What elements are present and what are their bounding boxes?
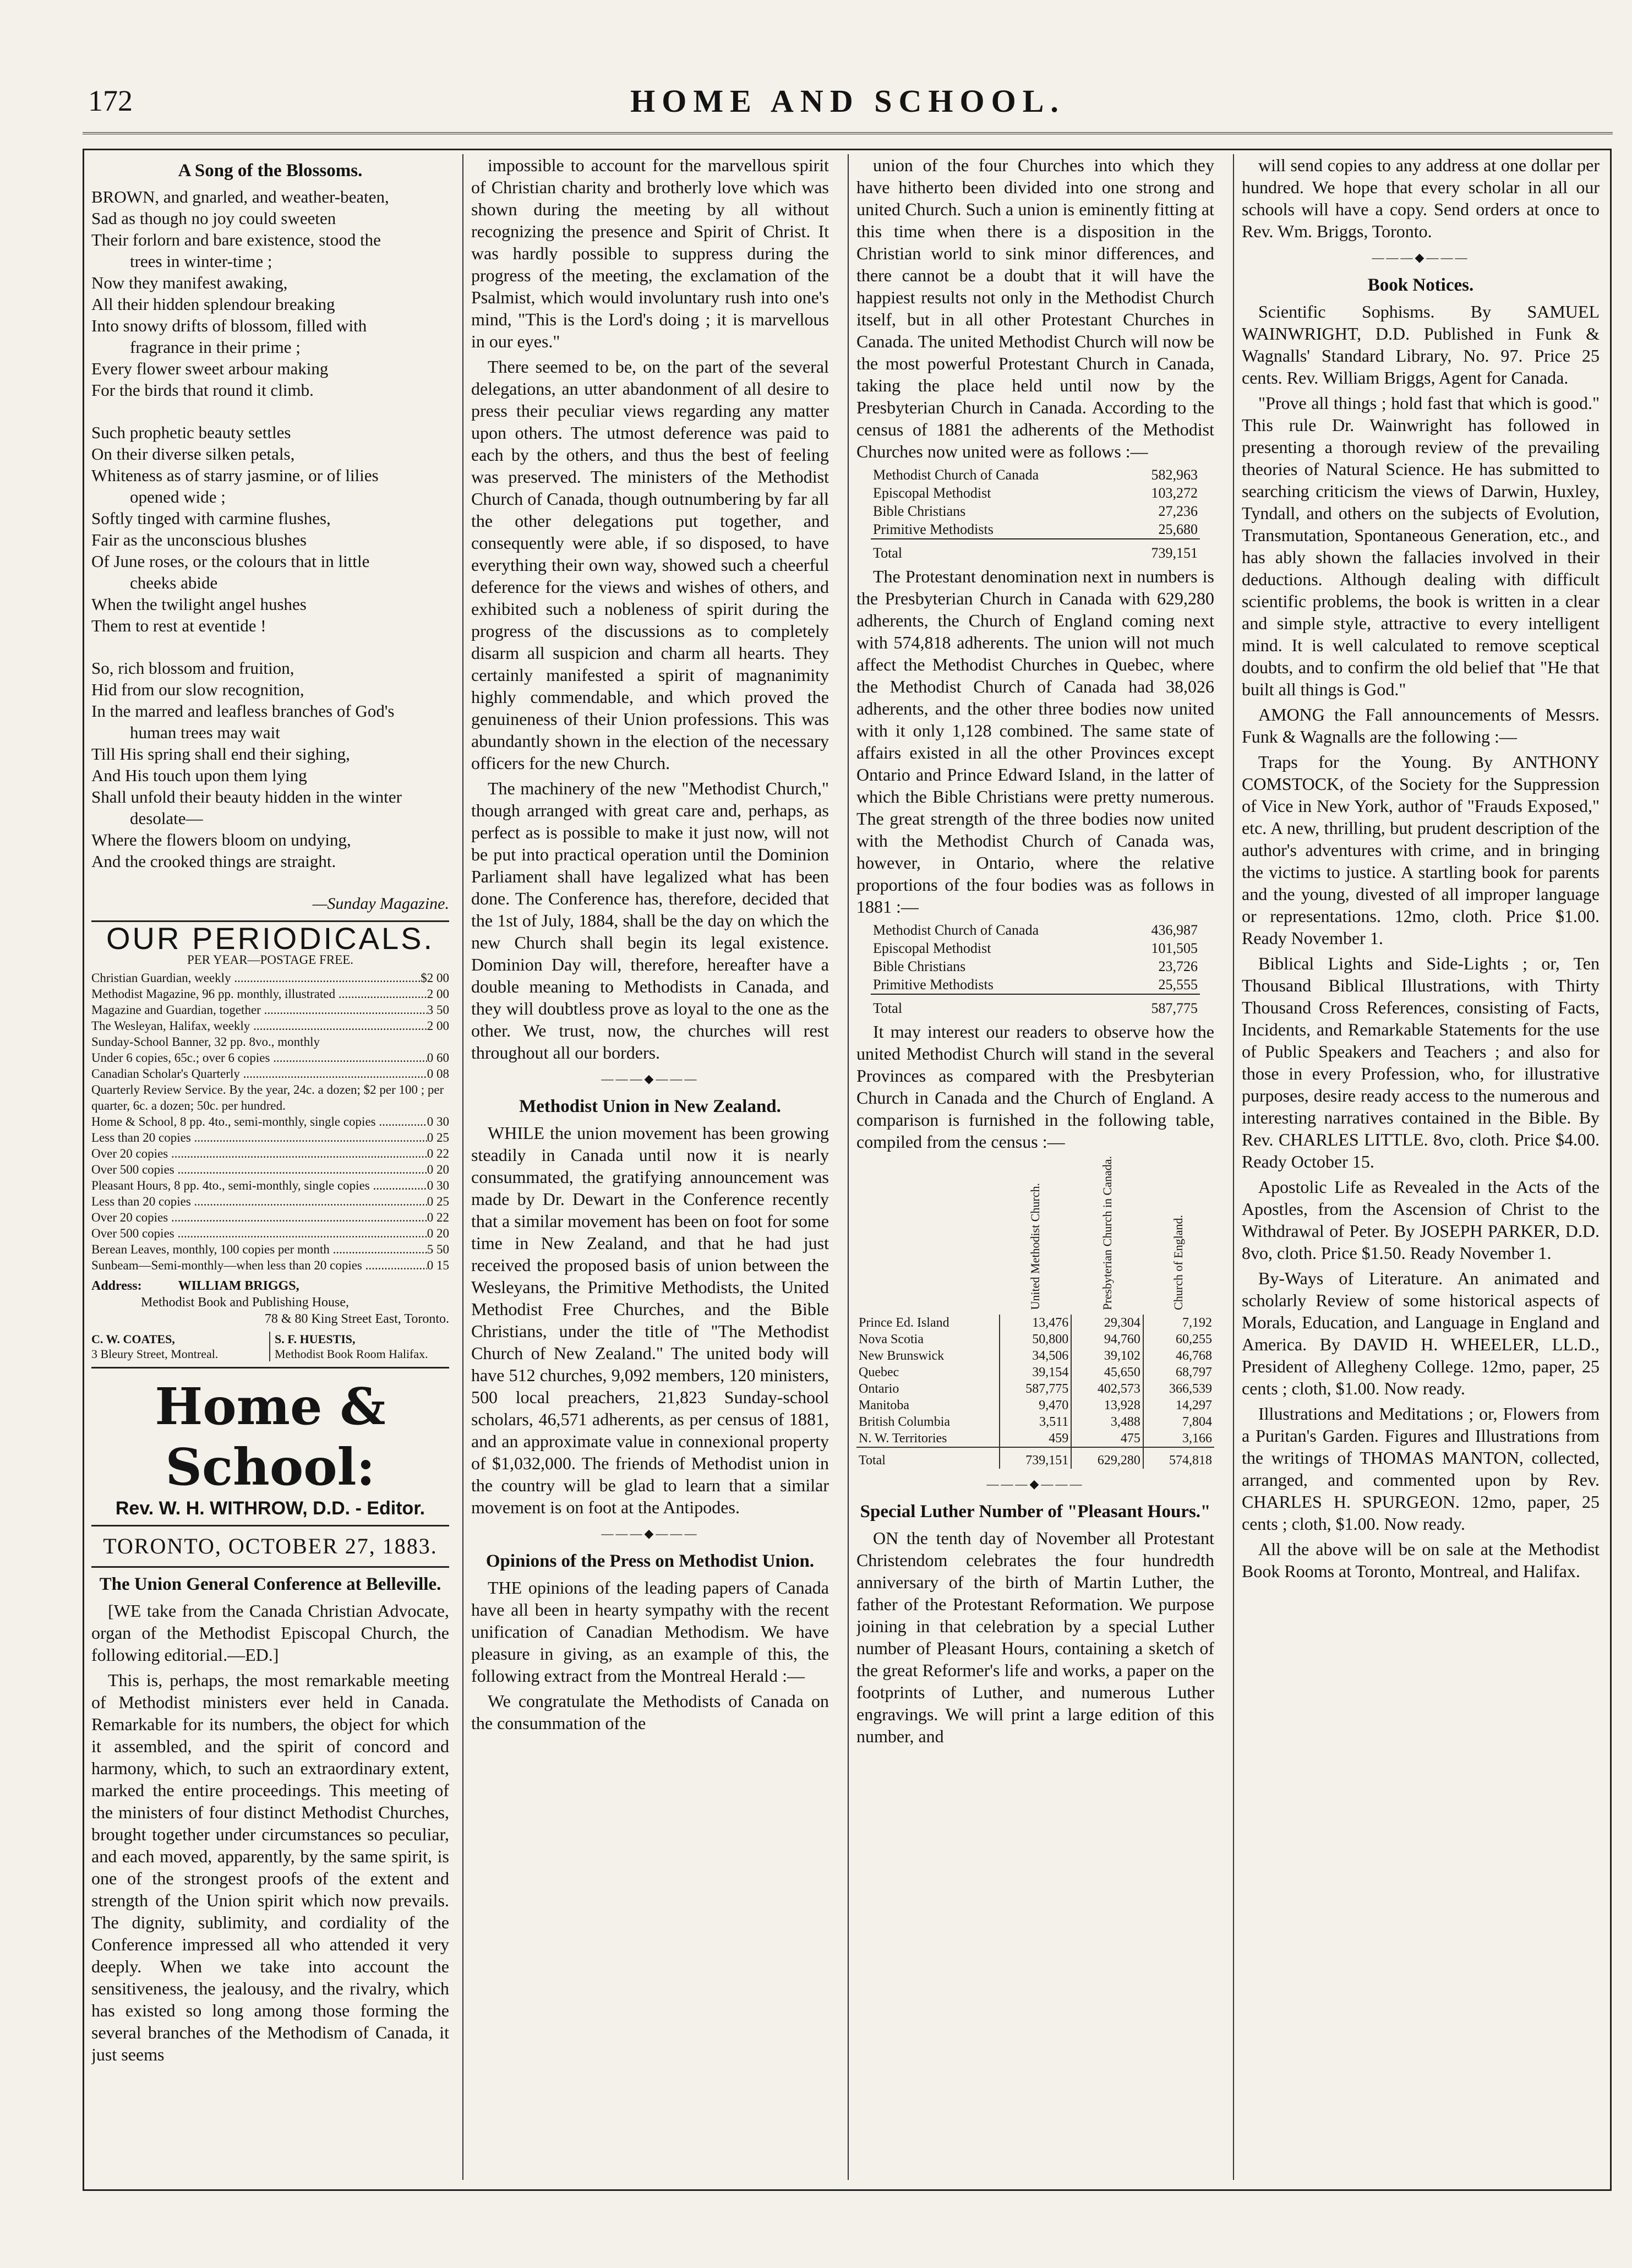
poem-line: opened wide ;: [130, 487, 226, 506]
publication-title: HOME AND SCHOOL.: [630, 83, 1065, 119]
periodical-row: [91, 1002, 449, 1018]
column-3: [856, 154, 1214, 2185]
periodical-price: 0 30: [427, 1179, 449, 1192]
province-name: Quebec: [859, 1365, 899, 1380]
anglican-value: 7,192: [1143, 1315, 1214, 1331]
paragraph: The machinery of the new "Methodist Church," though arranged with great care and, perhaps, as perfect as is possible to make it just now, will not be put into practical operation until the Dominion Parliament shall have legalized what has been done. The Conference has, therefore, decided that the 1st of July, 1884, shall be the day on which the new Church shall begin its legal existence. Dominion Day will, therefore, hereafter have a double meaning to Methodists in Canada, and they will doubtless prove as loyal to the one as the other. We trust, now, the churches will rest throughout all our borders.: [471, 778, 829, 1062]
presbyterian-total: 629,280: [1071, 1447, 1143, 1469]
poem-line: desolate—: [130, 809, 203, 828]
table-total-row: [871, 539, 1200, 562]
paragraph: impossible to account for the marvellous spirit of Christian charity and brotherly love which was shown during the meeting by all without recognizing the presence and Spirit of Christ. It was hardly possible to suppress during the progress of the meeting, the exclamation of the Psalmist, which would involuntary rush into one's mind, "This is the Lord's doing ; it is marvellous in our eyes.": [471, 155, 829, 351]
total-value: 587,775: [1124, 994, 1200, 1017]
poem-line: cheeks abide: [130, 573, 218, 592]
periodical-price: 0 08: [427, 1067, 449, 1081]
paragraph: ON the tenth day of November all Protestant Christendom celebrates the four hundredth anniversary of the birth of Martin Luther, the father of the Protestant Reformation. We purpose joining in that celebration by a special Luther number of Pleasant Hours, containing a sketch of the great Reformer's life and works, a paper on the footprints of Luther, and numerous Luther engravings. We will print a large edition of this number, and: [856, 1528, 1214, 1746]
census-table: [856, 1156, 1214, 1469]
periodical-name: Methodist Magazine, 96 pp. monthly, illustrated .....: [91, 986, 427, 1002]
anglican-value: 68,797: [1143, 1364, 1214, 1381]
presbyterian-value: 39,102: [1071, 1348, 1143, 1364]
poem-line: Sad as though no joy could sweeten: [91, 209, 336, 228]
census-column-header: [1143, 1156, 1214, 1315]
poem-line: Every flower sweet arbour making: [91, 359, 329, 378]
periodical-row: [91, 1066, 449, 1082]
poem-line: Softly tinged with carmine flushes,: [91, 509, 331, 528]
methodist-value: 459: [1000, 1430, 1072, 1447]
poem-line: BROWN, and gnarled, and weather-beaten,: [91, 187, 389, 206]
periodical-name: Over 20 copies .....: [91, 1209, 427, 1225]
article-body: [471, 1577, 829, 1734]
periodical-row: [91, 1241, 449, 1257]
census-column-header: [1000, 1156, 1072, 1315]
poem-line: And His touch upon them lying: [91, 766, 307, 785]
section-divider: [91, 1367, 449, 1369]
column-rule: [848, 154, 849, 2180]
census-header-row: [856, 1156, 1214, 1315]
periodical-row: [91, 986, 449, 1002]
methodist-value: 9,470: [1000, 1397, 1072, 1414]
periodical-price: 0 25: [427, 1195, 449, 1208]
periodical-row: [91, 1225, 449, 1241]
article-body: [856, 1527, 1214, 1747]
presbyterian-value: 475: [1071, 1430, 1143, 1447]
periodical-row: [91, 1018, 449, 1034]
periodical-name: Pleasant Hours, 8 pp. 4to., semi-monthly, single copies .....: [91, 1177, 427, 1193]
anglican-value: 366,539: [1143, 1381, 1214, 1397]
methodist-total: 739,151: [1000, 1447, 1072, 1469]
adherents-value: 436,987: [1151, 922, 1198, 938]
church-name: Primitive Methodists: [873, 521, 994, 537]
table-row: [871, 484, 1200, 502]
province-name: Prince Ed. Island: [859, 1315, 949, 1330]
column-1: [91, 154, 449, 2185]
periodical-price: $2 00: [421, 971, 449, 985]
census-header-label: Church of England.: [1171, 1214, 1186, 1310]
periodical-row: [91, 1177, 449, 1193]
periodical-price: 0 60: [427, 1051, 449, 1065]
periodical-name: Less than 20 copies .....: [91, 1130, 427, 1146]
table-row: [856, 1331, 1214, 1348]
column-rule: [462, 154, 463, 2180]
paragraph: WHILE the union movement has been growing steadily in Canada until now it is nearly consummated, the gratifying announcement was made by Dr. Dewart in the Conference recently that a similar movement has been on foot for some time in New Zealand, and that he had just received the proposed basis of union between the Wesleyans, the Primitive Methodists, the United Methodist Free Churches, and the Bible Christians, under the title of "The Methodist Church of New Zealand." The united body will have 512 churches, 9,092 members, 120 ministers, 500 local preachers, 21,823 Sunday-school scholars, 46,571 adherents, as per census of 1881, and an approximate value in connexional property of $1,032,000. The friends of Methodist union in the country will be glad to learn that a similar movement is on foot at the Antipodes.: [471, 1123, 829, 1517]
adherents-value: 25,680: [1158, 521, 1198, 537]
anglican-value: 60,255: [1143, 1331, 1214, 1348]
church-name: Primitive Methodists: [873, 977, 994, 993]
adherents-value: 582,963: [1151, 467, 1198, 483]
poem-stanza: [91, 422, 449, 636]
periodical-name: Over 20 copies .....: [91, 1146, 427, 1162]
article-body: [471, 154, 829, 1064]
address-name: WILLIAM BRIGGS,: [178, 1279, 299, 1293]
ornament-divider: ———◆———: [601, 1526, 699, 1540]
periodical-price: 2 00: [427, 987, 449, 1001]
anglican-value: 14,297: [1143, 1397, 1214, 1414]
poem-line: Whiteness as of starry jasmine, or of lilies: [91, 466, 379, 485]
periodical-name: Under 6 copies, 65c.; over 6 copies .....: [91, 1050, 427, 1066]
article-body: [1242, 154, 1600, 242]
presbyterian-value: 402,573: [1071, 1381, 1143, 1397]
periodical-price: 0 22: [427, 1147, 449, 1160]
total-value: 739,151: [1124, 539, 1200, 562]
poem-line: Their forlorn and bare existence, stood the: [91, 230, 381, 249]
poem-line: Hid from our slow recognition,: [91, 680, 304, 699]
table-row: [856, 1364, 1214, 1381]
ontario-table: [871, 921, 1200, 1017]
section-divider: [91, 1525, 449, 1526]
poem-line: Them to rest at eventide !: [91, 616, 266, 635]
issue-date: TORONTO, OCTOBER 27, 1883.: [103, 1534, 438, 1558]
church-name: Methodist Church of Canada: [873, 922, 1039, 938]
address-block: [91, 1278, 449, 1327]
ornament-divider: ———◆———: [601, 1072, 699, 1086]
table-row: [856, 1348, 1214, 1364]
poem-line: Shall unfold their beauty hidden in the winter: [91, 787, 402, 806]
agent-name: S. F. HUESTIS,: [275, 1332, 356, 1346]
periodical-name: Sunbeam—Semi-monthly—when less than 20 copies .....: [91, 1257, 427, 1273]
poem-line: trees in winter-time ;: [130, 252, 272, 271]
paragraph: will send copies to any address at one dollar per hundred. We hope that every scholar in all our schools will have a copy. Send orders at once to Rev. Wm. Briggs, Toronto.: [1242, 155, 1600, 241]
article-body: [91, 1600, 449, 2065]
paragraph: THE opinions of the leading papers of Canada have all been in hearty sympathy with the recent unification of Canadian Methodism. We have pleasure in giving, as an example of this, the following extract from the Montreal Herald :—: [471, 1578, 829, 1686]
periodicals-list: [91, 970, 449, 1273]
article-title: The Union General Conference at Belleville.: [99, 1574, 441, 1594]
article-body: [856, 565, 1214, 918]
methodist-value: 39,154: [1000, 1364, 1072, 1381]
paragraph: There seemed to be, on the part of the several delegations, an utter abandonment of all desire to press their peculiar views regarding any matter upon others. The utmost deference was paid to each by the others, and thus the best of feeling was preserved. The ministers of the Methodist Church of Canada, though outnumbering by far all the other delegations put together, and consequently were able, if so disposed, to have everything their own way, showed such a cheerful deference for the views and wishes of others, and exhibited such a nobleness of spirit during the progress of the discussions as to completely disarm all suspicion and charm all hearts. They certainly manifested a spirit of magnanimity highly commendable, and which proved the genuineness of their Union professions. This was abundantly shown in the election of the necessary officers for the new Church.: [471, 357, 829, 773]
poem-line: When the twilight angel hushes: [91, 595, 307, 614]
census-header-label: Presbyterian Church in Canada.: [1100, 1156, 1114, 1310]
poem: [91, 186, 449, 872]
adherents-value: 25,555: [1158, 977, 1198, 993]
periodical-name: Over 500 copies .....: [91, 1225, 427, 1241]
masthead-editor: Rev. W. H. WITHROW, D.D. - Editor.: [115, 1498, 425, 1519]
newspaper-page: [83, 72, 1613, 2207]
periodical-price: 0 20: [427, 1163, 449, 1176]
anglican-total: 574,818: [1143, 1447, 1214, 1469]
page-number: 172: [88, 84, 133, 117]
total-label: Total: [871, 994, 1124, 1017]
address-line: Methodist Book and Publishing House,: [141, 1295, 350, 1310]
paragraph: We congratulate the Methodists of Canada on the consummation of the: [471, 1691, 829, 1733]
poem-line: fragrance in their prime ;: [130, 337, 301, 357]
periodical-row: [91, 1193, 449, 1209]
presbyterian-value: 3,488: [1071, 1414, 1143, 1430]
anglican-value: 46,768: [1143, 1348, 1214, 1364]
adherents-table: [871, 466, 1200, 562]
table-row: [856, 1430, 1214, 1447]
article-body: [471, 1122, 829, 1518]
article-title: Special Luther Number of "Pleasant Hours.": [860, 1501, 1211, 1522]
methodist-value: 3,511: [1000, 1414, 1072, 1430]
book-notice: Biblical Lights and Side-Lights ; or, Ten Thousand Biblical Illustrations, with Thirty Thousand Cross References, consisting of Facts, Incidents, and Remarkable Statements for the use of Public Speakers and Teachers ; and also for those in every Profession, who, for illustrative purposes, desire ready access to the numerous and interesting narratives contained in the Bible. By Rev. CHARLES LITTLE. 8vo, cloth. Price $4.00. Ready October 15.: [1242, 953, 1600, 1171]
methodist-value: 34,506: [1000, 1348, 1072, 1364]
poem-line: And the crooked things are straight.: [91, 852, 336, 871]
table-row: [871, 957, 1200, 975]
periodical-price: 5 50: [427, 1242, 449, 1256]
periodical-row: [91, 1162, 449, 1177]
periodicals-subtitle: PER YEAR—POSTAGE FREE.: [187, 953, 354, 967]
anglican-value: 3,166: [1143, 1430, 1214, 1447]
presbyterian-value: 29,304: [1071, 1315, 1143, 1331]
census-header-label: United Methodist Church.: [1028, 1183, 1042, 1310]
census-corner: [856, 1156, 1000, 1315]
poem-line: Into snowy drifts of blossom, filled with: [91, 316, 367, 335]
periodical-row: [91, 1257, 449, 1273]
presbyterian-value: 13,928: [1071, 1397, 1143, 1414]
book-notice: Scientific Sophisms. By SAMUEL WAINWRIGHT, D.D. Published in Funk & Wagnalls' Standard Library, No. 97. Price 25 cents. Rev. William Briggs, Agent for Canada.: [1242, 302, 1600, 388]
masthead-title: Home & School:: [155, 1377, 386, 1497]
poem-line: human trees may wait: [130, 723, 280, 742]
table-row: [871, 466, 1200, 484]
poem-title: A Song of the Blossoms.: [178, 161, 363, 181]
periodical-name: The Wesleyan, Halifax, weekly .....: [91, 1018, 427, 1034]
periodical-row: [91, 1082, 449, 1114]
poem-line: All their hidden splendour breaking: [91, 295, 335, 314]
column-rule: [1233, 154, 1234, 2180]
church-name: Episcopal Methodist: [873, 485, 991, 501]
periodical-name: Canadian Scholar's Quarterly .....: [91, 1066, 427, 1082]
province-name: Nova Scotia: [859, 1332, 924, 1346]
periodical-row: [91, 970, 449, 986]
methodist-value: 13,476: [1000, 1315, 1072, 1331]
page-header: [83, 72, 1613, 134]
section-title: Book Notices.: [1367, 275, 1474, 295]
paragraph: It may interest our readers to observe how the united Methodist Church will stand in the several Provinces as compared with the Presbyterian Church in Canada and the Church of England. A comparison is furnished in the following table, compiled from the census :—: [856, 1022, 1214, 1152]
paragraph: This is, perhaps, the most remarkable meeting of Methodist ministers ever held in Canada. Remarkable for its numbers, the object for which it assembled, and the spirit of concord and harmony, which, to such an extraordinary extent, marked the entire proceedings. This meeting of the ministers of four distinct Methodist Churches, brought together under circumstances so peculiar, and each moved, apparently, by the same spirit, is one of the strongest proofs of the extent and strength of the Union spirit which now prevails. The dignity, sublimity, and cordiality of the Conference impressed all who attended it very deeply. When we take into account the sensitiveness, the jealousy, and the rivalry, which has existed so long among those forming the several branches of the Methodism of Canada, it just seems: [91, 1670, 449, 2064]
column-4: [1242, 154, 1600, 2185]
poem-stanza: [91, 186, 449, 401]
table-row: [871, 921, 1200, 939]
province-name: Ontario: [859, 1381, 899, 1396]
book-notices: [1242, 301, 1600, 1582]
poem-line: Where the flowers bloom on undying,: [91, 830, 351, 849]
church-name: Methodist Church of Canada: [873, 467, 1039, 483]
adherents-value: 23,726: [1158, 958, 1198, 974]
periodical-name: Less than 20 copies .....: [91, 1193, 427, 1209]
adherents-value: 101,505: [1151, 940, 1198, 956]
periodical-name: Over 500 copies .....: [91, 1162, 427, 1177]
table-row: [856, 1397, 1214, 1414]
periodical-price: 0 25: [427, 1131, 449, 1144]
poem-line: Till His spring shall end their sighing,: [91, 744, 350, 764]
agent-name: C. W. COATES,: [91, 1332, 175, 1346]
book-notice: Illustrations and Meditations ; or, Flowers from a Puritan's Garden. Figures and Illustrations from the writings of THOMAS MANTON, collected, arranged, and commented upon by Rev. CHARLES H. SPURGEON. 12mo, paper, 25 cents ; cloth, $1.00. Now ready.: [1242, 1404, 1600, 1534]
periodical-name: Home & School, 8 pp. 4to., semi-monthly, single copies .....: [91, 1114, 427, 1130]
periodicals-title: OUR PERIODICALS.: [106, 921, 435, 956]
agent-address: 3 Bleury Street, Montreal.: [91, 1347, 219, 1361]
periodical-price: 3 50: [427, 1003, 449, 1017]
agent-montreal: [91, 1332, 270, 1361]
presbyterian-value: 45,650: [1071, 1364, 1143, 1381]
column-2: [471, 154, 829, 2185]
province-name: N. W. Territories: [859, 1431, 947, 1446]
poem-source: —Sunday Magazine.: [312, 895, 449, 913]
periodical-name: Sunday-School Banner, 32 pp. 8vo., monthly: [91, 1035, 320, 1049]
anglican-value: 7,804: [1143, 1414, 1214, 1430]
total-label: Total: [856, 1447, 1000, 1469]
census-column-header: [1071, 1156, 1143, 1315]
poem-line: On their diverse silken petals,: [91, 444, 295, 464]
table-row: [856, 1381, 1214, 1397]
table-row: [856, 1414, 1214, 1430]
ornament-divider: ———◆———: [1372, 250, 1470, 264]
poem-line: In the marred and leafless branches of God's: [91, 701, 395, 721]
agent-halifax: [270, 1332, 449, 1361]
section-divider: [91, 1566, 449, 1568]
periodical-price: 0 22: [427, 1211, 449, 1224]
periodical-price: 0 20: [427, 1226, 449, 1240]
paragraph: The Protestant denomination next in numbers is the Presbyterian Church in Canada with 629,280 adherents, the Church of England coming next with 574,818 adherents. The union will not much affect the Methodist Churches in Quebec, where the Methodist Church of Canada had 38,026 adherents, and the other three bodies now united with it only 1,128 combined. The same state of affairs existed in all the other Provinces except Ontario and Prince Edward Island, in the latter of which the Bible Christians were pretty numerous. The great strength of the three bodies now united with the Methodist Church of Canada was, however, in Ontario, where the relative proportions of the four bodies was as follows in 1881 :—: [856, 566, 1214, 917]
book-notice: Apostolic Life as Revealed in the Acts of the Apostles, from the Ascension of Christ to the Withdrawal of Peter. By JOSEPH PARKER, D.D. 8vo, cloth. Price $1.50. Ready November 1.: [1242, 1177, 1600, 1263]
table-row: [871, 975, 1200, 994]
church-name: Bible Christians: [873, 958, 966, 974]
periodical-price: 0 15: [427, 1258, 449, 1272]
province-name: British Columbia: [859, 1414, 951, 1429]
table-total-row: [871, 994, 1200, 1017]
province-name: New Brunswick: [859, 1348, 945, 1363]
book-notice: All the above will be on sale at the Methodist Book Rooms at Toronto, Montreal, and Halifax.: [1242, 1539, 1600, 1581]
book-notice: Traps for the Young. By ANTHONY COMSTOCK, of the Society for the Suppression of Vice in New York, author of "Frauds Exposed," etc. A new, thrilling, but prudent description of the author's adventures with crime, and in bringing the victims to justice. A startling book for parents and the young, divested of all improper language or representations. 12mo, cloth. Price $1.00. Ready November 1.: [1242, 752, 1600, 948]
ornament-divider: ———◆———: [986, 1476, 1084, 1491]
poem-line: Of June roses, or the colours that in little: [91, 552, 370, 571]
periodical-name: Berean Leaves, monthly, 100 copies per month .....: [91, 1241, 427, 1257]
periodical-name: Christian Guardian, weekly .....: [91, 970, 421, 986]
periodical-price: 2 00: [427, 1019, 449, 1033]
poem-line: So, rich blossom and fruition,: [91, 658, 294, 678]
book-notice: "Prove all things ; hold fast that which is good." This rule Dr. Wainwright has followed in presenting a thorough review of the prevailing theories of Natural Science. He has submitted to searching criticism the views of Darwin, Huxley, Tyndall, and others on the subjects of Evolution, Transmutation, Spontaneous Generation, etc., and has ably shown the fallacies involved in their deductions. Although dealing with difficult scientific problems, the book is written in a clear and simple style, attractive to every intelligent mind. It is well calculated to remove sceptical doubts, and to confirm the old belief that "He that built all things is God.": [1242, 393, 1600, 699]
poem-stanza: [91, 657, 449, 872]
article-title: Methodist Union in New Zealand.: [519, 1097, 781, 1116]
adherents-value: 103,272: [1151, 485, 1198, 501]
periodical-price: 0 30: [427, 1115, 449, 1128]
table-row: [871, 939, 1200, 957]
church-name: Bible Christians: [873, 503, 966, 519]
table-row: [871, 502, 1200, 520]
periodical-row: [91, 1050, 449, 1066]
total-label: Total: [871, 539, 1124, 562]
table-total-row: [856, 1447, 1214, 1469]
agents: [91, 1332, 449, 1361]
periodical-row: [91, 1114, 449, 1130]
periodical-row: [91, 1034, 449, 1050]
article-body: [856, 154, 1214, 462]
paragraph: union of the four Churches into which they have hitherto been divided into one strong and united Church. Such a union is eminently fitting at this time when there is a disposition in the Christian world to sink minor differences, and there cannot be a doubt that it will have the happiest results not only in the Methodist Church itself, but in all other Protestant Churches in Canada. The united Methodist Church will now be the most powerful Protestant Church in Canada, taking the place held until now by the Presbyterian Church in Canada. According to the census of 1881 the adherents of the Methodist Churches now united were as follows :—: [856, 155, 1214, 461]
article-body: [856, 1021, 1214, 1153]
poem-line: Now they manifest awaking,: [91, 273, 288, 292]
church-name: Episcopal Methodist: [873, 940, 991, 956]
table-row: [871, 520, 1200, 539]
table-row: [856, 1315, 1214, 1331]
periodical-row: [91, 1146, 449, 1162]
province-name: Manitoba: [859, 1398, 909, 1413]
book-notice: AMONG the Fall announcements of Messrs. Funk & Wagnalls are the following :—: [1242, 705, 1600, 746]
poem-line: Such prophetic beauty settles: [91, 423, 291, 442]
paragraph: [WE take from the Canada Christian Advocate, organ of the Methodist Episcopal Church, the following editorial.—ED.]: [91, 1601, 449, 1665]
adherents-value: 27,236: [1158, 503, 1198, 519]
article-title: Opinions of the Press on Methodist Union.: [485, 1551, 815, 1571]
methodist-value: 587,775: [1000, 1381, 1072, 1397]
poem-line: For the birds that round it climb.: [91, 380, 314, 400]
poem-line: Fair as the unconscious blushes: [91, 530, 307, 549]
book-notice: By-Ways of Literature. An animated and scholarly Review of some historical aspects of Morals, Education, and Language in England and America. By DAVID H. WHEELER, LL.D., President of Allegheny College. 12mo, paper, 25 cents ; cloth, $1.00. Now ready.: [1242, 1268, 1600, 1398]
periodical-row: [91, 1130, 449, 1146]
periodical-name: Quarterly Review Service. By the year, 24c. a dozen; $2 per 100 ; per quarter, 6c. a dozen; 50c. per hundred.: [91, 1083, 444, 1113]
agent-address: Methodist Book Room Halifax.: [275, 1347, 428, 1361]
methodist-value: 50,800: [1000, 1331, 1072, 1348]
periodical-name: Magazine and Guardian, together .....: [91, 1002, 427, 1018]
periodical-row: [91, 1209, 449, 1225]
presbyterian-value: 94,760: [1071, 1331, 1143, 1348]
address-line: 78 & 80 King Street East, Toronto.: [264, 1312, 449, 1326]
address-label: Address:: [91, 1279, 142, 1293]
